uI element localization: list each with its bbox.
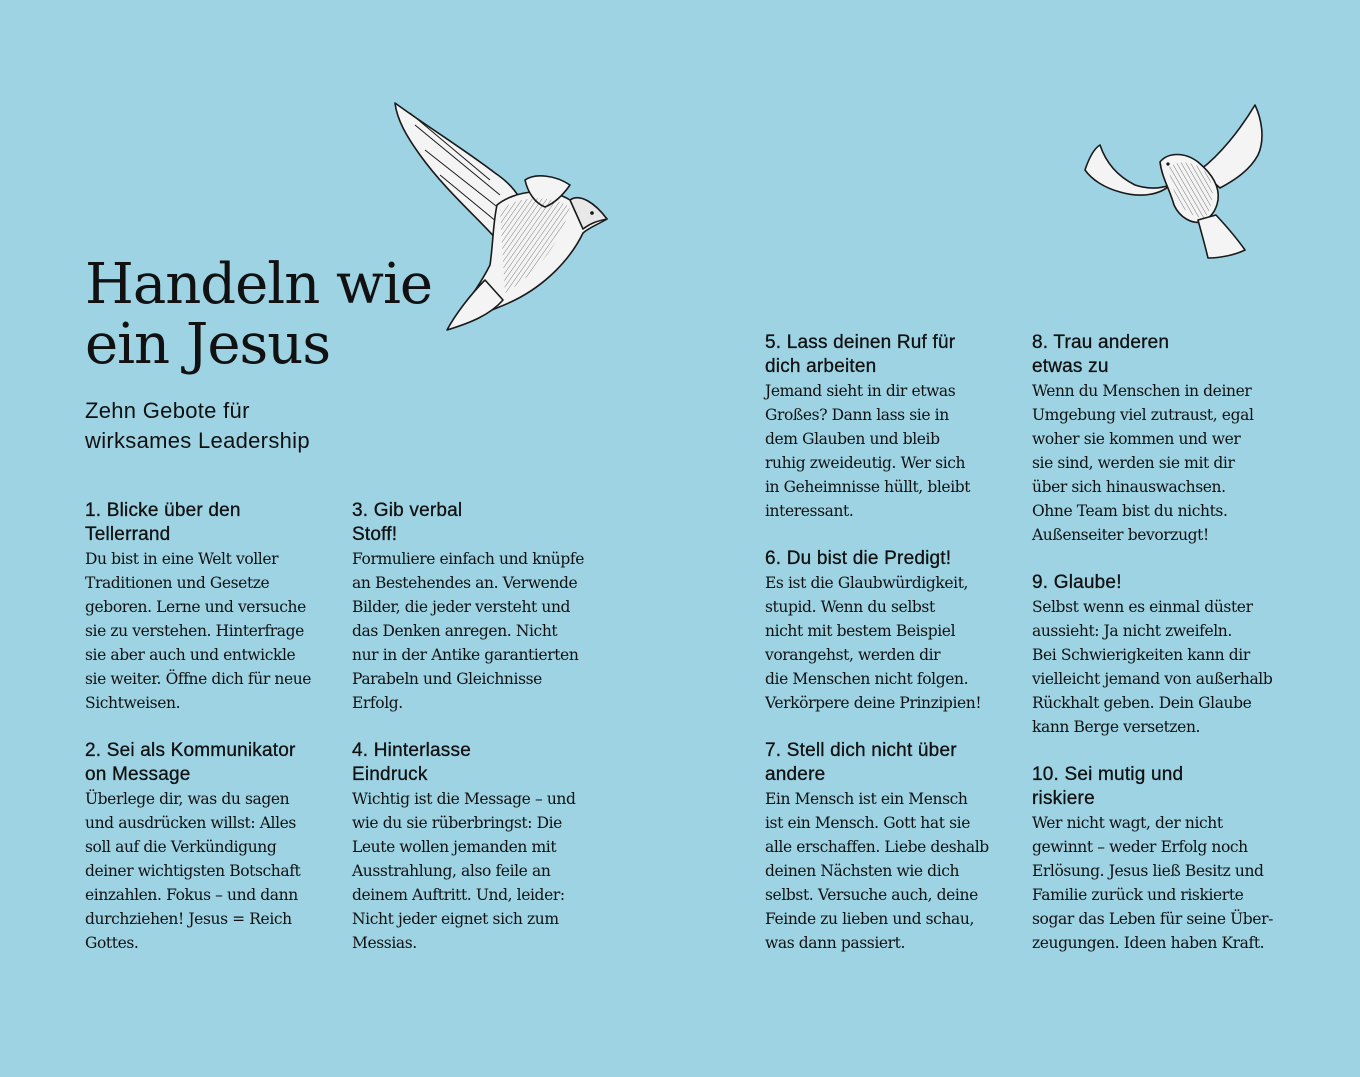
body-line: sie weiter. Öffne dich für neue xyxy=(85,670,312,688)
body-line: deinen Nächsten wie dich xyxy=(765,862,960,880)
commandment-2 xyxy=(85,739,335,955)
body-line: Erfolg. xyxy=(352,694,403,712)
body-line: vielleicht jemand von außerhalb xyxy=(1032,670,1273,688)
page-title xyxy=(85,252,433,377)
body-line: Sichtweisen. xyxy=(85,694,181,712)
body-line: durchziehen! Jesus = Reich xyxy=(85,910,292,928)
body-line: Nicht jeder eignet sich zum xyxy=(352,910,559,928)
body-line: sie zu verstehen. Hinterfrage xyxy=(85,622,304,640)
heading-line: 9. Glaube! xyxy=(1032,572,1122,593)
commandment-heading xyxy=(765,739,1015,787)
body-line: einzahlen. Fokus – und dann xyxy=(85,886,298,904)
heading-line: 3. Gib verbal xyxy=(352,500,463,521)
heading-line: Tellerrand xyxy=(85,524,171,545)
body-line: Wer nicht wagt, der nicht xyxy=(1032,814,1223,832)
body-line: deiner wichtigsten Botschaft xyxy=(85,862,301,880)
heading-line: 1. Blicke über den xyxy=(85,500,241,521)
body-line: Umgebung viel zutraust, egal xyxy=(1032,406,1254,424)
commandment-heading xyxy=(1032,763,1282,811)
heading-line: Eindruck xyxy=(352,764,428,785)
commandment-heading xyxy=(765,547,1015,571)
body-line: Parabeln und Gleichnisse xyxy=(352,670,542,688)
body-line: Selbst wenn es einmal düster xyxy=(1032,598,1253,616)
body-line: vorangehst, werden dir xyxy=(765,646,941,664)
heading-line: on Message xyxy=(85,764,191,785)
commandment-body xyxy=(765,787,1015,955)
title-line: Handeln wie xyxy=(85,252,433,317)
commandment-6 xyxy=(765,547,1015,715)
heading-line: 4. Hinterlasse xyxy=(352,740,471,761)
heading-line: 7. Stell dich nicht über xyxy=(765,740,957,761)
body-line: selbst. Versuche auch, deine xyxy=(765,886,978,904)
body-line: sogar das Leben für seine Über- xyxy=(1032,910,1273,928)
body-line: Bei Schwierigkeiten kann dir xyxy=(1032,646,1250,664)
commandment-4 xyxy=(352,739,602,955)
commandment-9 xyxy=(1032,571,1282,739)
commandment-heading xyxy=(1032,331,1282,379)
body-line: was dann passiert. xyxy=(765,934,906,952)
body-line: über sich hinauswachsen. xyxy=(1032,478,1226,496)
heading-line: dich arbeiten xyxy=(765,356,877,377)
body-line: stupid. Wenn du selbst xyxy=(765,598,935,616)
body-line: Jemand sieht in dir etwas xyxy=(765,382,956,400)
body-line: Leute wollen jemanden mit xyxy=(352,838,557,856)
commandment-heading xyxy=(85,499,335,547)
body-line: und ausdrücken willst: Alles xyxy=(85,814,296,832)
commandment-body xyxy=(765,571,1015,715)
body-line: Familie zurück und riskierte xyxy=(1032,886,1244,904)
body-line: Außenseiter bevorzugt! xyxy=(1032,526,1209,544)
commandment-heading xyxy=(85,739,335,787)
body-line: interessant. xyxy=(765,502,854,520)
commandment-5 xyxy=(765,331,1015,523)
commandment-body xyxy=(1032,595,1282,739)
body-line: Ein Mensch ist ein Mensch xyxy=(765,790,968,808)
body-line: Erlösung. Jesus ließ Besitz und xyxy=(1032,862,1264,880)
heading-line: andere xyxy=(765,764,826,785)
commandment-heading xyxy=(352,499,602,547)
body-line: dem Glauben und bleib xyxy=(765,430,940,448)
heading-line: Stoff! xyxy=(352,524,398,545)
body-line: Großes? Dann lass sie in xyxy=(765,406,949,424)
commandment-7 xyxy=(765,739,1015,955)
body-line: nur in der Antike garantierten xyxy=(352,646,579,664)
title-line: ein Jesus xyxy=(85,312,331,377)
heading-line: etwas zu xyxy=(1032,356,1109,377)
body-line: soll auf die Verkündigung xyxy=(85,838,277,856)
body-line: aussieht: Ja nicht zweifeln. xyxy=(1032,622,1232,640)
commandment-3 xyxy=(352,499,602,715)
body-line: Verkörpere deine Prinzipien! xyxy=(765,694,982,712)
commandment-heading xyxy=(1032,571,1282,595)
commandment-heading xyxy=(352,739,602,787)
commandment-body xyxy=(765,379,1015,523)
body-line: Ausstrahlung, also feile an xyxy=(352,862,551,880)
body-line: sie aber auch und entwickle xyxy=(85,646,296,664)
commandment-10 xyxy=(1032,763,1282,955)
body-line: kann Berge versetzen. xyxy=(1032,718,1201,736)
body-line: das Denken anregen. Nicht xyxy=(352,622,558,640)
commandment-body xyxy=(85,547,335,715)
body-line: Wichtig ist die Message – und xyxy=(352,790,576,808)
commandment-heading xyxy=(765,331,1015,379)
body-line: ruhig zweideutig. Wer sich xyxy=(765,454,966,472)
commandment-body xyxy=(352,547,602,715)
heading-line: 8. Trau anderen xyxy=(1032,332,1170,353)
body-line: geboren. Lerne und versuche xyxy=(85,598,306,616)
body-line: sie sind, werden sie mit dir xyxy=(1032,454,1235,472)
body-line: Feinde zu lieben und schau, xyxy=(765,910,974,928)
subtitle-line: wirksames Leadership xyxy=(85,428,310,453)
body-line: zeugungen. Ideen haben Kraft. xyxy=(1032,934,1265,952)
commandment-1 xyxy=(85,499,335,715)
body-line: Gottes. xyxy=(85,934,139,952)
commandment-body xyxy=(85,787,335,955)
body-line: Formuliere einfach und knüpfe xyxy=(352,550,585,568)
body-line: Überlege dir, was du sagen xyxy=(85,790,290,808)
body-line: Wenn du Menschen in deiner xyxy=(1032,382,1252,400)
heading-line: 6. Du bist die Predigt! xyxy=(765,548,952,569)
heading-line: riskiere xyxy=(1032,788,1095,809)
body-line: deinem Auftritt. Und, leider: xyxy=(352,886,565,904)
body-line: alle erschaffen. Liebe deshalb xyxy=(765,838,989,856)
body-line: Bilder, die jeder versteht und xyxy=(352,598,571,616)
body-line: woher sie kommen und wer xyxy=(1032,430,1241,448)
body-line: nicht mit bestem Beispiel xyxy=(765,622,956,640)
body-line: an Bestehendes an. Verwende xyxy=(352,574,578,592)
body-line: Ohne Team bist du nichts. xyxy=(1032,502,1228,520)
body-line: in Geheimnisse hüllt, bleibt xyxy=(765,478,971,496)
body-line: Traditionen und Gesetze xyxy=(85,574,270,592)
heading-line: 2. Sei als Kommunikator xyxy=(85,740,296,761)
body-line: ist ein Mensch. Gott hat sie xyxy=(765,814,970,832)
body-line: Es ist die Glaubwürdigkeit, xyxy=(765,574,969,592)
body-line: Rückhalt geben. Dein Glaube xyxy=(1032,694,1252,712)
body-line: Messias. xyxy=(352,934,417,952)
body-line: wie du sie rüberbringst: Die xyxy=(352,814,562,832)
commandment-body xyxy=(1032,379,1282,547)
dove-small-icon xyxy=(1080,100,1270,262)
commandment-body xyxy=(1032,811,1282,955)
commandment-8 xyxy=(1032,331,1282,547)
heading-line: 5. Lass deinen Ruf für xyxy=(765,332,956,353)
subtitle-line: Zehn Gebote für xyxy=(85,398,250,423)
commandment-body xyxy=(352,787,602,955)
body-line: die Menschen nicht folgen. xyxy=(765,670,969,688)
page-subtitle xyxy=(85,396,310,456)
heading-line: 10. Sei mutig und xyxy=(1032,764,1184,785)
body-line: gewinnt – weder Erfolg noch xyxy=(1032,838,1248,856)
body-line: Du bist in eine Welt voller xyxy=(85,550,279,568)
